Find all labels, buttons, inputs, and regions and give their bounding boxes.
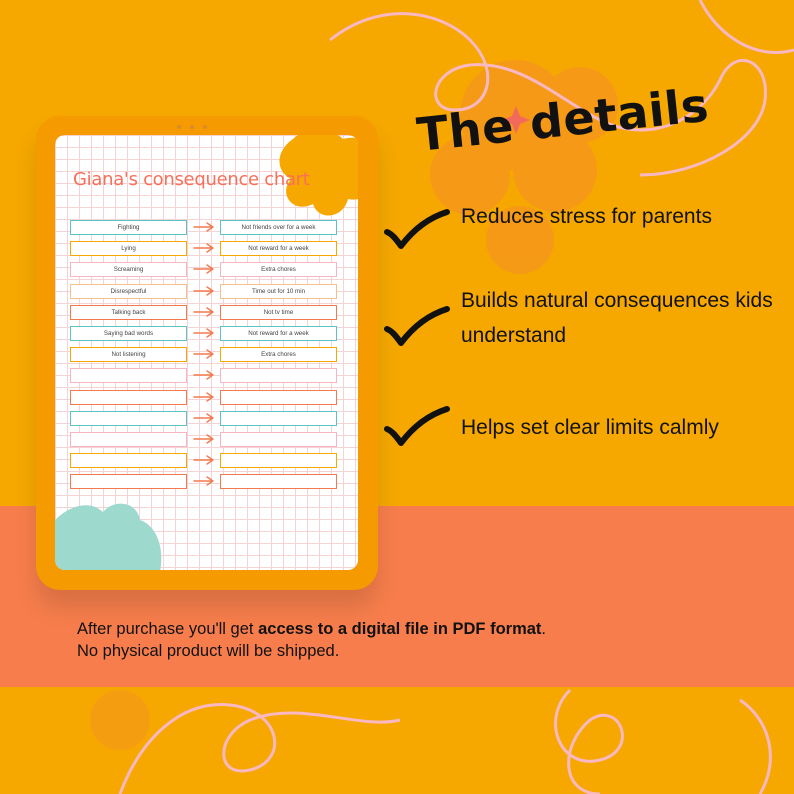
chart-row (70, 432, 340, 453)
headline: The details (414, 77, 712, 162)
arrow-right-icon (193, 369, 215, 381)
chart-row (70, 453, 340, 474)
chart-row (70, 241, 340, 262)
arrow-right-icon (193, 263, 215, 275)
purchase-note-line2: No physical product will be shipped. (77, 642, 340, 660)
behavior-cell (70, 390, 187, 405)
behavior-cell: Screaming (70, 262, 187, 277)
behavior-cell (70, 453, 187, 468)
consequence-cell (220, 411, 337, 426)
consequence-cell (220, 368, 337, 383)
check-icon (383, 405, 451, 447)
consequence-cell: Not reward for a week (220, 241, 337, 256)
arrow-right-icon (193, 221, 215, 233)
arrow-right-icon (193, 454, 215, 466)
teal-blob-shape (55, 500, 170, 570)
consequence-cell (220, 474, 337, 489)
behavior-cell (70, 432, 187, 447)
behavior-cell: Not listening (70, 347, 187, 362)
chart-row (70, 284, 340, 305)
consequence-cell (220, 432, 337, 447)
arrow-right-icon (193, 242, 215, 254)
consequence-cell: Time out for 10 min (220, 284, 337, 299)
consequence-cell: Not tv time (220, 305, 337, 320)
chart-row (70, 390, 340, 411)
behavior-cell: Talking back (70, 305, 187, 320)
behavior-cell: Lying (70, 241, 187, 256)
chart-row (70, 411, 340, 432)
chart-row (70, 474, 340, 495)
tablet-device (36, 116, 378, 590)
behavior-cell: Fighting (70, 220, 187, 235)
arrow-right-icon (193, 475, 215, 487)
chart-title: Giana's consequence chart (73, 169, 310, 190)
purchase-note-line1: After purchase you'll get access to a digital file in PDF format. (77, 620, 547, 638)
tablet-screen (55, 135, 358, 570)
behavior-cell (70, 411, 187, 426)
tablet-camera (177, 125, 207, 129)
arrow-right-icon (193, 348, 215, 360)
chart-row (70, 262, 340, 283)
consequence-cell: Extra chores (220, 262, 337, 277)
consequence-cell (220, 453, 337, 468)
check-icon (383, 208, 451, 250)
arrow-right-icon (193, 391, 215, 403)
behavior-cell: Saying bad words (70, 326, 187, 341)
arrow-right-icon (193, 285, 215, 297)
consequence-cell (220, 390, 337, 405)
arrow-right-icon (193, 327, 215, 339)
chart-row (70, 326, 340, 347)
purchase-note (77, 618, 546, 662)
swirl-bottom-left (120, 705, 400, 794)
arrow-right-icon (193, 306, 215, 318)
behavior-cell (70, 368, 187, 383)
swirl-bottom-right (556, 690, 623, 794)
arrow-right-icon (193, 433, 215, 445)
benefit-text: Helps set clear limits calmly (461, 416, 719, 439)
consequence-cell: Not friends over for a week (220, 220, 337, 235)
chart-row (70, 305, 340, 326)
check-icon (383, 305, 451, 347)
chart-row (70, 347, 340, 368)
consequence-rows (70, 220, 340, 495)
arrow-right-icon (193, 412, 215, 424)
behavior-cell (70, 474, 187, 489)
benefit-text: Reduces stress for parents (461, 205, 712, 228)
chart-row (70, 368, 340, 389)
consequence-cell: Not reward for a week (220, 326, 337, 341)
benefit-text: Builds natural consequences kids understand (461, 289, 773, 347)
chart-row (70, 220, 340, 241)
behavior-cell: Disrespectful (70, 284, 187, 299)
consequence-cell: Extra chores (220, 347, 337, 362)
